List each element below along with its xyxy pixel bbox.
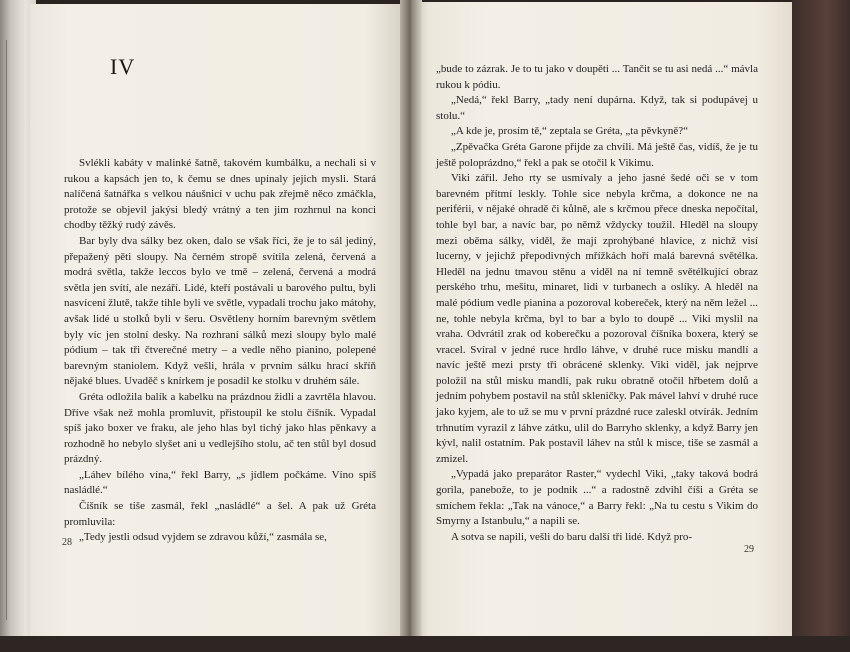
paragraph: Viki zářil. Jeho rty se usmívaly a jeho jasné šedé oči se v tom barevném přítmí leskly. Tohle sice nebyla krčma, a dokonce ne na periférii, v nějaké ohradě či kůlně, ale s krčmou přece dneska nepočítal, tohle byl bar, a navíc bar, po němž vždycky toužil. Hleděl na sloupy mezi oběma sálky, viděl, že mají zprohýbané hlavice, z nichž visí lucerny, v jejichž přepodivných mřížkách hoří malá barevná světélka. Hleděl na jednu tmavou stěnu a viděl na ní temně světélkující obraz perského trhu, mešitu, minaret, lidi v turbanech a oslíky. A hleděl na malé pódium vedle pianina a pozoroval kobereček, který na něm ležel ... ne, tohle nebyla krčma, byl to bar a bylo to doupě ... Viki myslil na vraha. Odvrátil zrak od koberečku a pozoroval číšníka boxera, který se vracel. Svíral v jedné ruce hrdlo láhve, v druhé ruce misku mandlí a navíc ještě mezi prsty tři obrácené sklenky. Viki viděl, jak nejprve položil na stůl misku mandlí, pak ruku obratně otočil hřbetem dolů a jedním pohybem postavil na stůl skleničky. Pak mável lahví v druhé ruce jako kyjem, ale to už se mu v první prázdné ruce zaleskl otvírák. Jedním trhnutím vyrazil z láhve zátku, ulil do Barryho sklenky, a když Barry jen kývl, nalil ostatním. Pak postavil láhev na stůl k misce, tiše se zasmál a zmizel. <box>436 172 758 465</box>
page-number-left: 28 <box>62 537 72 548</box>
paragraph: „bude to zázrak. Je to tu jako v doupěti ... Tančit se tu asi nedá ...“ mávla rukou k pódiu. <box>436 63 758 91</box>
paragraph: Bar byly dva sálky bez oken, dalo se však říci, že je to sál jediný, přepažený pěti sloupy. Na černém stropě svítila zelená, červená a modrá světla, takže leccos bylo ve tmě – zelená, červená a modrá světla jen svítí, ale nezáří. Lidé, kteří postávali u barového pultu, byli nasvícení žlutě, takže tihle byli ve světle, vypadali trochu jako mátohy, avšak lidé u stolků byli v šeru. Osvětleny horním barevným světlem byly víc jen stolní desky. Na rozhraní sálků mezi sloupy bylo malé pódium – tak tři čtverečné metry – a vedle něho pianino, polepené barevným staniolem. Když vešli, hrála v prvním sálku hrací skříň nějaké blues. Uvaděč s knírkem je posadil ke stolku v druhém sále. <box>64 234 376 388</box>
right-page-text <box>436 62 758 545</box>
bottom-background <box>0 636 850 652</box>
right-cover-edge <box>792 0 850 652</box>
paragraph: „Nedá,“ řekl Barry, „tady není dupárna. Když, tak si podupávej u stolu.“ <box>436 94 758 122</box>
chapter-heading: IV <box>110 54 136 79</box>
book-gutter <box>400 0 422 652</box>
paragraph: „Vypadá jako preparátor Raster,“ vydechl Viki, „taky taková bodrá gorila, panebože, to je podnik ...“ a radostně zdvihl číši a Gréta se smíchem řekla: „Tak na vánoce,“ a Barry řekl: „Na tu cestu s Vikim do Smyrny a Istanbulu,“ a napili se. <box>436 468 758 528</box>
paragraph: Gréta odložila balík a kabelku na prázdnou židli a zavrtěla hlavou. Dříve však než mohla promluvit, přistoupil ke stolu číšník. Vypadal spíš jako boxer ve fraku, ale jeho hlas byl tichý jako hlas pěnkavy a rozhodně ho nebylo slyšet ani u vedlejšího stolu, ač ten stůl byl dosud prázdný. <box>64 390 376 466</box>
paragraph: A sotva se napili, vešli do baru další tři lidé. Když pro- <box>451 530 693 543</box>
paragraph: „Tedy jestli odsud vyjdem se zdravou kůží,“ zasmála se, <box>79 531 327 544</box>
paragraph: „A kde je, prosím tě,“ zeptala se Gréta, „ta pěvkyně?“ <box>451 125 688 138</box>
left-page-text <box>64 156 376 546</box>
paragraph: Číšník se tiše zasmál, řekl „nasládlé“ a šel. A pak už Gréta promluvila: <box>64 500 376 528</box>
paragraph: „Zpěvačka Gréta Garone přijde za chvíli. Má ještě čas, vidíš, že je tu ještě poloprázdno,“ řekl a pak se otočil k Vikimu. <box>436 140 758 169</box>
paragraph: Svlékli kabáty v malinké šatně, takovém kumbálku, a nechali si v rukou a kapsách jen to, k čemu se dnes upínaly jejich mysli. Stará nalíčená šatnářka s velkou náušnicí v uchu pak zřejmě něco zmáčkla, protože se objevil jakýsi bledý vrátný a ten jim rozhrnul na konci chodby těžký rudý závěs. <box>64 157 376 232</box>
page-number-right: 29 <box>744 544 754 555</box>
paragraph: „Láhev bílého vína,“ řekl Barry, „s jídlem počkáme. Víno spíš nasládlé.“ <box>64 468 376 497</box>
